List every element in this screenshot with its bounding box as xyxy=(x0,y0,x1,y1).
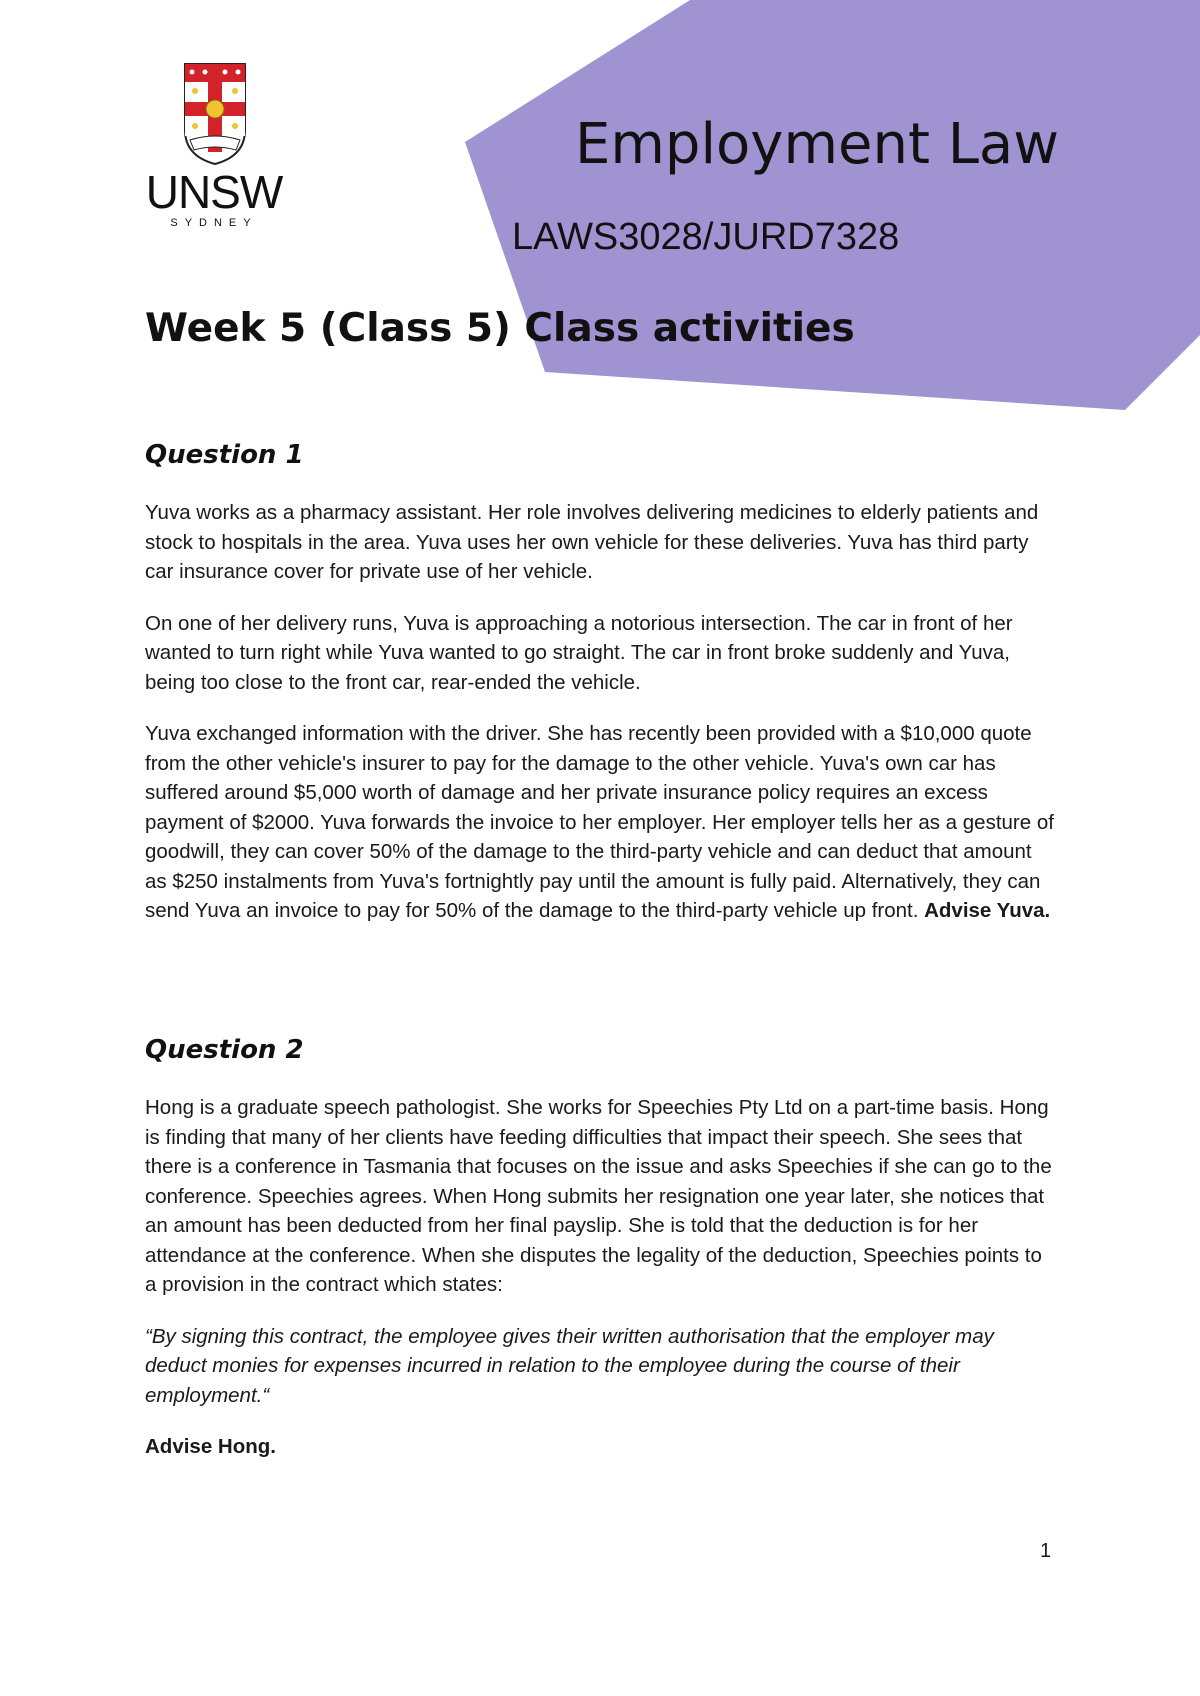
question-2-paragraph-1: Hong is a graduate speech pathologist. She works for Speechies Pty Ltd on a part-time basis. Hong is finding that many of her clients have feeding difficulties that impact their speech. She sees that there is a conference in Tasmania that focuses on the issue and asks Speechies if she can go to the conference. Speechies agrees. When Hong submits her resignation one year later, she notices that an amount has been deducted from her final payslip. She is told that the deduction is for her attendance at the conference. When she disputes the legality of the deduction, Speechies points to a provision in the contract which states: xyxy=(145,1096,1052,1296)
page-title: Week 5 (Class 5) Class activities xyxy=(145,306,855,351)
question-2-heading: Question 2 xyxy=(145,1035,304,1065)
question-1-section xyxy=(145,440,1055,948)
logo-subtitle: SYDNEY xyxy=(170,217,258,229)
question-1-paragraph-3 xyxy=(145,719,1055,926)
question-1-paragraph-1: Yuva works as a pharmacy assistant. Her role involves delivering medicines to elderly patients and stock to hospitals in the area. Yuva uses her own vehicle for these deliveries. Yuva has third party car insurance cover for private use of her vehicle. xyxy=(145,501,1039,583)
logo-wordmark: UNSW xyxy=(145,166,283,218)
question-1-paragraph-3-text: Yuva exchanged information with the driver. She has recently been provided with a $10,000 quote from the other vehicle's insurer to pay for the damage to the other vehicle. Yuva's own car has suffered around $5,000 worth of damage and her private insurance policy requires an excess payment of $2000. Yuva forwards the invoice to her employer. Her employer tells her as a gesture of goodwill, they can cover 50% of the damage to the third-party vehicle and can deduct that amount as $250 instalments from Yuva's fortnightly pay until the amount is fully paid. Alternatively, they can send Yuva an invoice to pay for 50% of the damage to the third-party vehicle up front. xyxy=(145,722,1054,922)
question-2-quote: “By signing this contract, the employee gives their written authorisation that the employer may deduct monies for expenses incurred in relation to the employee during the course of their employment.“ xyxy=(145,1324,994,1407)
crest-icon xyxy=(185,64,245,164)
question-1-heading: Question 1 xyxy=(145,440,304,470)
question-2-advise: Advise Hong. xyxy=(145,1435,276,1458)
question-1-advise: Advise Yuva. xyxy=(924,899,1051,922)
course-title: Employment Law xyxy=(575,112,1060,177)
page-number: 1 xyxy=(1040,1540,1052,1562)
question-2-section xyxy=(145,1035,1055,1484)
question-1-paragraph-2: On one of her delivery runs, Yuva is approaching a notorious intersection. The car in front of her wanted to turn right while Yuva wanted to go straight. The car in front broke suddenly and Yuva, being too close to the front car, rear-ended the vehicle. xyxy=(145,611,1013,694)
course-code: LAWS3028/JURD7328 xyxy=(512,216,900,258)
unsw-logo xyxy=(132,60,297,230)
